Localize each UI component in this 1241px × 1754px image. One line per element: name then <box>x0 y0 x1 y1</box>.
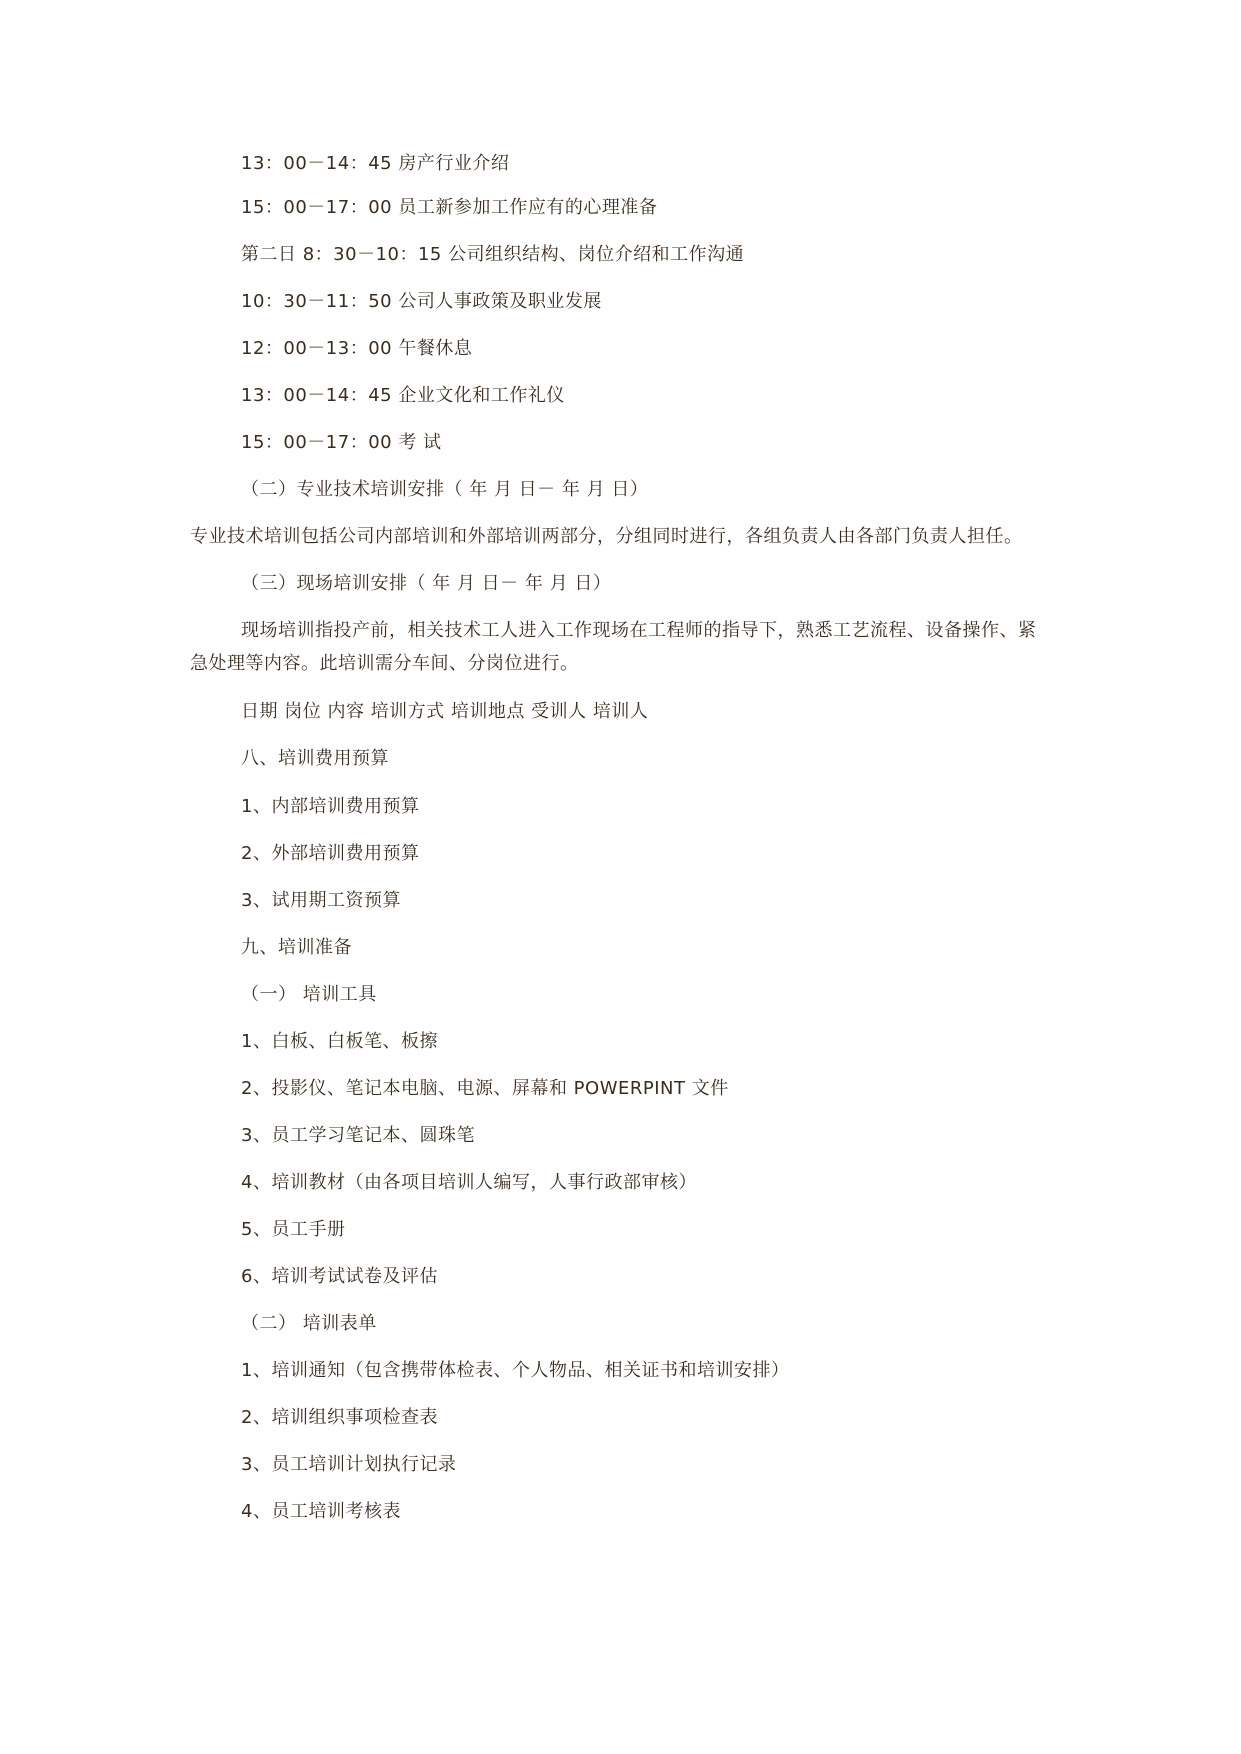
list-item-execution-record: 3、员工培训计划执行记录 <box>241 1454 457 1475</box>
list-item-projector: 2、投影仪、笔记本电脑、电源、屏幕和 POWERPINT 文件 <box>241 1078 729 1099</box>
section-heading-preparation: 九、培训准备 <box>241 937 352 958</box>
list-item-checklist: 2、培训组织事项检查表 <box>241 1407 438 1428</box>
schedule-line-exam: 15：00－17：00 考 试 <box>241 432 442 453</box>
list-item-external-budget: 2、外部培训费用预算 <box>241 843 420 864</box>
schedule-line-psychology: 15：00－17：00 员工新参加工作应有的心理准备 <box>241 197 658 218</box>
list-item-internal-budget: 1、内部培训费用预算 <box>241 796 420 817</box>
list-item-materials: 4、培训教材（由各项目培训人编写，人事行政部审核） <box>241 1172 697 1193</box>
paragraph-onsite-training: 现场培训指投产前，相关技术工人进入工作现场在工程师的指导下，熟悉工艺流程、设备操作、紧急处理等内容。此培训需分车间、分岗位进行。 <box>190 620 1037 674</box>
list-item-handbook: 5、员工手册 <box>241 1219 346 1240</box>
subsection-heading-forms: （二） 培训表单 <box>241 1313 377 1334</box>
schedule-line-day2-structure: 第二日 8：30－10：15 公司组织结构、岗位介绍和工作沟通 <box>241 244 745 265</box>
schedule-line-culture: 13：00－14：45 企业文化和工作礼仪 <box>241 385 565 406</box>
list-item-whiteboard: 1、白板、白板笔、板擦 <box>241 1031 438 1052</box>
list-item-assessment-form: 4、员工培训考核表 <box>241 1501 401 1522</box>
schedule-line-lunch: 12：00－13：00 午餐休息 <box>241 338 473 359</box>
section-heading-onsite-training: （三）现场培训安排（ 年 月 日－ 年 月 日） <box>241 573 612 594</box>
subsection-heading-tools: （一） 培训工具 <box>241 984 377 1005</box>
list-item-probation-salary: 3、试用期工资预算 <box>241 890 401 911</box>
list-item-exam-papers: 6、培训考试试卷及评估 <box>241 1266 438 1287</box>
section-heading-technical-training: （二）专业技术培训安排（ 年 月 日－ 年 月 日） <box>241 479 649 500</box>
list-item-notebook-pen: 3、员工学习笔记本、圆珠笔 <box>241 1125 475 1146</box>
section-heading-budget: 八、培训费用预算 <box>241 748 389 769</box>
schedule-line-housing-intro: 13：00－14：45 房产行业介绍 <box>241 153 510 174</box>
list-item-training-notice: 1、培训通知（包含携带体检表、个人物品、相关证书和培训安排） <box>241 1360 790 1381</box>
table-header-line: 日期 岗位 内容 培训方式 培训地点 受训人 培训人 <box>241 701 649 722</box>
paragraph-technical-training: 专业技术培训包括公司内部培训和外部培训两部分，分组同时进行，各组负责人由各部门负责人担任。 <box>190 526 1023 547</box>
schedule-line-hr-policy: 10：30－11：50 公司人事政策及职业发展 <box>241 291 602 312</box>
